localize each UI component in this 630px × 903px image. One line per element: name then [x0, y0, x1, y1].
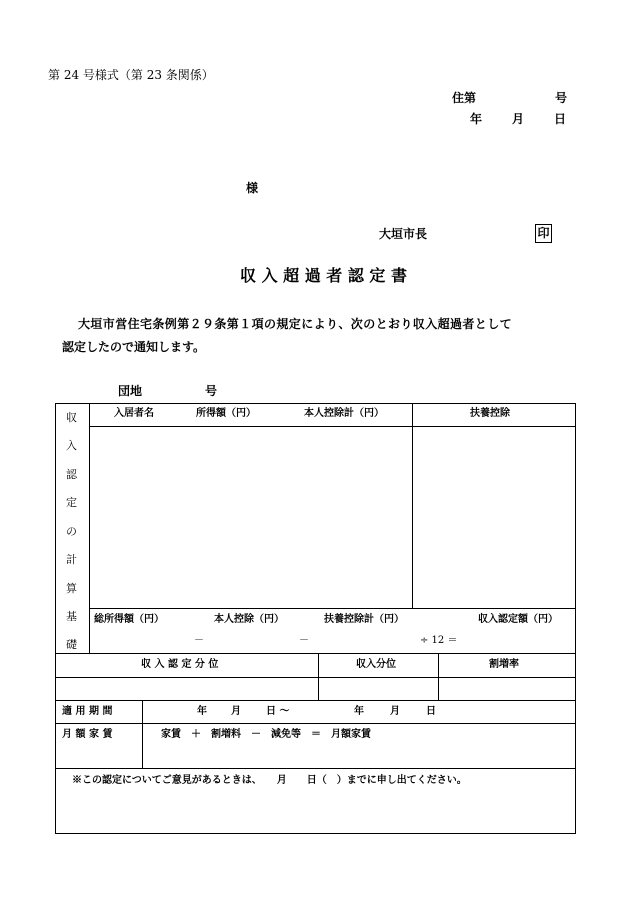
rent-formula: 家賃 ＋ 割増料 － 減免等 ＝ 月額家賃: [161, 729, 371, 740]
income-rank-header: 収入分位: [356, 659, 396, 670]
date-year: 年: [470, 112, 483, 126]
complex-suffix: 号: [205, 384, 218, 398]
seal-mark: 印: [535, 224, 552, 243]
dependent-deduction-total-label: 扶養控除計（円）: [324, 614, 404, 625]
period-month-2: 月: [390, 706, 400, 717]
issuer: 大垣市長: [379, 227, 428, 241]
header-income: 所得額（円）: [196, 408, 256, 419]
period-day-2: 日: [426, 706, 436, 717]
minus-sign: －: [194, 635, 204, 646]
objection-note: ※この認定についてご意見があるときは、 月 日（ ）までに申し出てください。: [72, 775, 467, 786]
vertical-label-char: 礎: [66, 638, 77, 651]
doc-number-prefix: 住第: [452, 91, 477, 105]
doc-number-suffix: 号: [555, 91, 568, 105]
total-income-label: 総所得額（円）: [94, 614, 164, 625]
vertical-label-char: 基: [66, 610, 77, 623]
vertical-label-char: 入: [66, 439, 77, 452]
period-day-1: 日 〜: [266, 706, 290, 717]
date-month: 月: [512, 112, 525, 126]
vertical-label-char: 収: [66, 411, 77, 424]
date-day: 日: [554, 112, 567, 126]
vertical-label-char: の: [66, 525, 77, 538]
header-self-deduction-total: 本人控除計（円）: [304, 408, 384, 419]
header-dependent-deduction: 扶養控除: [470, 408, 510, 419]
body-line-2: 認定したので通知します。: [62, 340, 206, 354]
vertical-label-char: 定: [66, 496, 77, 509]
body-line-1: 大垣市営住宅条例第２９条第１項の規定により、次のとおり収入超過者として: [78, 317, 513, 331]
vertical-label-char: 算: [66, 582, 77, 595]
period-year-1: 年: [197, 706, 207, 717]
period-label: 適 用 期 間: [62, 706, 113, 717]
certified-income-label: 収入認定額（円）: [478, 614, 558, 625]
rent-label: 月 額 家 賃: [62, 729, 113, 740]
divide-by-twelve: ÷ 12 ＝: [420, 635, 458, 646]
header-resident-name: 入居者名: [114, 408, 154, 419]
vertical-label-char: 認: [66, 468, 77, 481]
complex-label: 団地: [118, 384, 143, 398]
minus-sign: －: [299, 635, 309, 646]
vertical-label-char: 計: [66, 553, 77, 566]
addressee-suffix: 様: [246, 181, 259, 195]
period-year-2: 年: [354, 706, 364, 717]
income-category-header: 収 入 認 定 分 位: [141, 659, 219, 670]
self-deduction-label: 本人控除（円）: [214, 614, 284, 625]
document-title: 収 入 超 過 者 認 定 書: [240, 266, 407, 285]
period-month-1: 月: [231, 706, 241, 717]
form-number: 第 24 号様式（第 23 条関係）: [48, 68, 214, 82]
surcharge-rate-header: 割増率: [489, 659, 519, 670]
